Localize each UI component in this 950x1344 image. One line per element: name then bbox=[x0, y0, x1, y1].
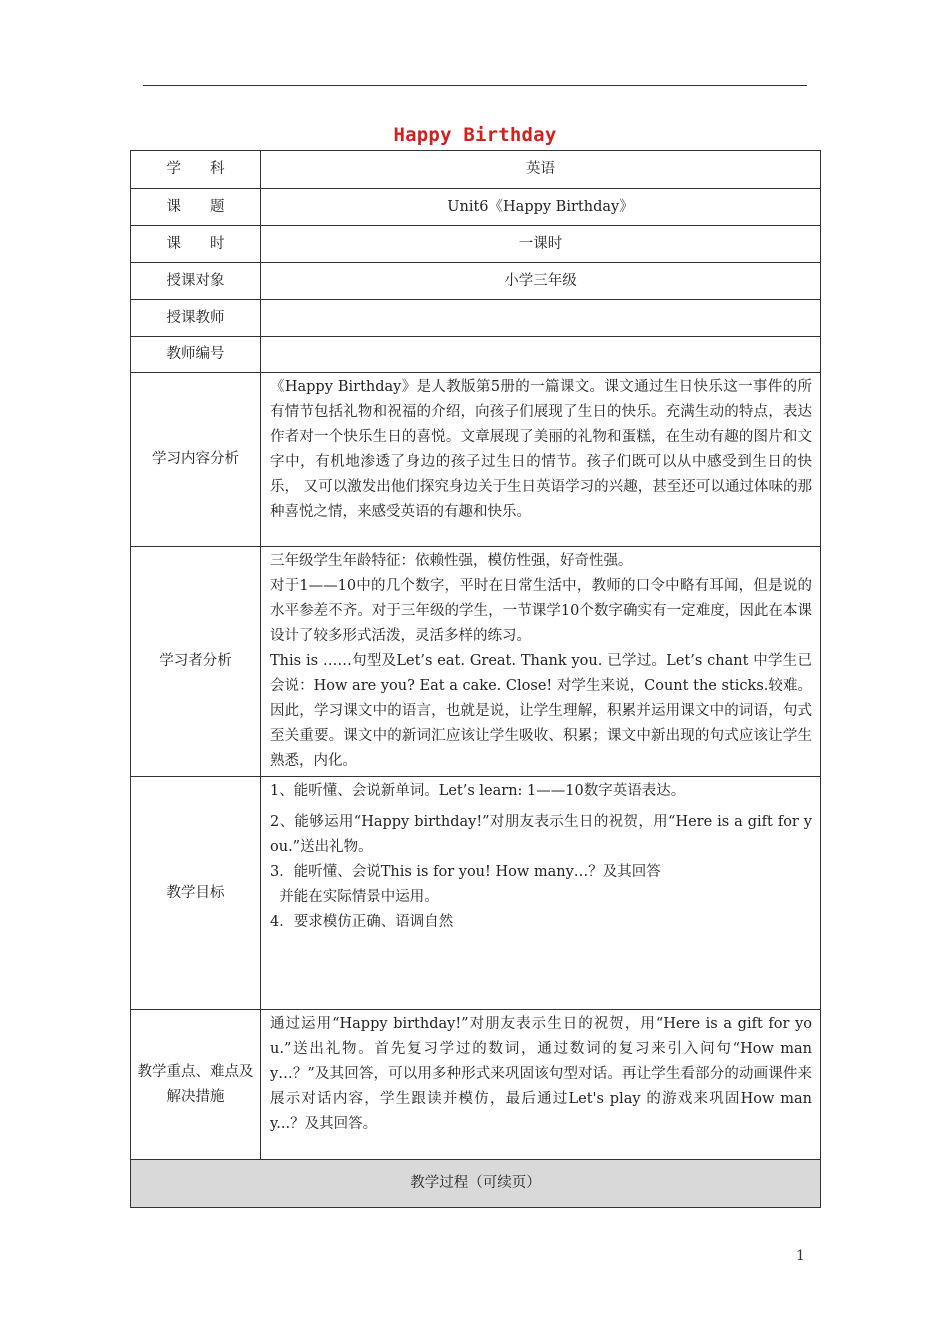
row-teacher bbox=[131, 300, 821, 337]
key-points-text: 通过运用“Happy birthday!”对朋友表示生日的祝贺，用“Here is a gift for you.”送出礼物。首先复习学过的数词，通过数词的复习来引入问句“How many…？”及其回答，可以用多种形式来巩固该句型对话。再让学生看部分的动画课件来展示对话内容，学生跟读并模仿，最后通过Let's play 的游戏来巩固How many...？及其回答。 bbox=[270, 1016, 812, 1132]
row-process-header bbox=[131, 1160, 821, 1208]
header-rule bbox=[143, 85, 807, 86]
learner-line: 三年级学生年龄特征：依赖性强，模仿性强，好奇性强。 bbox=[270, 553, 633, 569]
learner-analysis-cell bbox=[261, 547, 821, 777]
key-points-cell bbox=[261, 1010, 821, 1160]
learner-analysis-label: 学习者分析 bbox=[131, 547, 261, 777]
objective-item: 并能在实际情景中运用。 bbox=[270, 889, 439, 905]
row-teacher-id bbox=[131, 337, 821, 373]
audience-label: 授课对象 bbox=[131, 263, 261, 300]
subject-label: 学 科 bbox=[131, 151, 261, 189]
teacher-value bbox=[261, 300, 821, 337]
content-analysis-text: 《Happy Birthday》是人教版第5册的一篇课文。课文通过生日快乐这一事件的所有情节包括礼物和祝福的介绍，向孩子们展现了生日的快乐。充满生动的特点，表达作者对一个快乐生日的喜悦。文章展现了美丽的礼物和蛋糕，在生动有趣的图片和文字中，有机地渗透了身边的孩子过生日的情节。孩子们既可以从中感受到生日的快乐， 又可以激发出他们探究身边关于生日英语学习的兴趣，甚至还可以通过体味的那种喜悦之情，来感受英语的有趣和快乐。 bbox=[270, 379, 812, 520]
topic-label: 课 题 bbox=[131, 189, 261, 226]
objective-item: 1、能听懂、会说新单词。Let’s learn: 1——10数字英语表达。 bbox=[270, 783, 686, 799]
objectives-cell bbox=[261, 777, 821, 1010]
row-key-points bbox=[131, 1010, 821, 1160]
document-title: Happy Birthday bbox=[393, 124, 557, 146]
row-content-analysis bbox=[131, 373, 821, 547]
learner-line: 对于1——10中的几个数字，平时在日常生活中，教师的口令中略有耳闻，但是说的水平参差不齐。对于三年级的学生，一节课学10个数字确实有一定难度，因此在本课设计了较多形式活泼，灵活多样的练习。 bbox=[270, 578, 812, 644]
teacher-id-label: 教师编号 bbox=[131, 337, 261, 373]
objective-item: 3．能听懂、会说This is for you! How many…？及其回答 bbox=[270, 864, 661, 880]
page-number: 1 bbox=[796, 1248, 805, 1264]
learner-line: This is ……句型及Let’s eat. Great. Thank you. 已学过。Let’s chant 中学生已会说：How are you? Eat a cake. Close! 对学生来说，Count the sticks.较难。因此，学习课文中的语言，也就是说，让学生理解，积累并运用课文中的词语，句式至关重要。课文中的新词汇应该让学生吸收、积累；课文中新出现的句式应该让学生熟悉，内化。 bbox=[270, 653, 812, 769]
audience-value: 小学三年级 bbox=[261, 263, 821, 300]
lesson-plan-table bbox=[130, 150, 821, 1208]
objective-item: 4．要求模仿正确、语调自然 bbox=[270, 914, 454, 930]
row-period bbox=[131, 226, 821, 263]
row-objectives bbox=[131, 777, 821, 1010]
teacher-id-value bbox=[261, 337, 821, 373]
row-topic bbox=[131, 189, 821, 226]
row-audience bbox=[131, 263, 821, 300]
topic-value: Unit6《Happy Birthday》 bbox=[261, 189, 821, 226]
teacher-label: 授课教师 bbox=[131, 300, 261, 337]
key-points-label: 教学重点、难点及解决措施 bbox=[131, 1010, 261, 1160]
row-subject bbox=[131, 151, 821, 189]
period-label: 课 时 bbox=[131, 226, 261, 263]
content-analysis-label: 学习内容分析 bbox=[131, 373, 261, 547]
process-header: 教学过程（可续页） bbox=[131, 1160, 821, 1208]
objectives-label: 教学目标 bbox=[131, 777, 261, 1010]
period-value: 一课时 bbox=[261, 226, 821, 263]
row-learner-analysis bbox=[131, 547, 821, 777]
objective-item: 2、能够运用“Happy birthday!”对朋友表示生日的祝贺，用“Here is a gift for you.”送出礼物。 bbox=[270, 814, 812, 855]
content-analysis-cell bbox=[261, 373, 821, 547]
subject-value: 英语 bbox=[261, 151, 821, 189]
